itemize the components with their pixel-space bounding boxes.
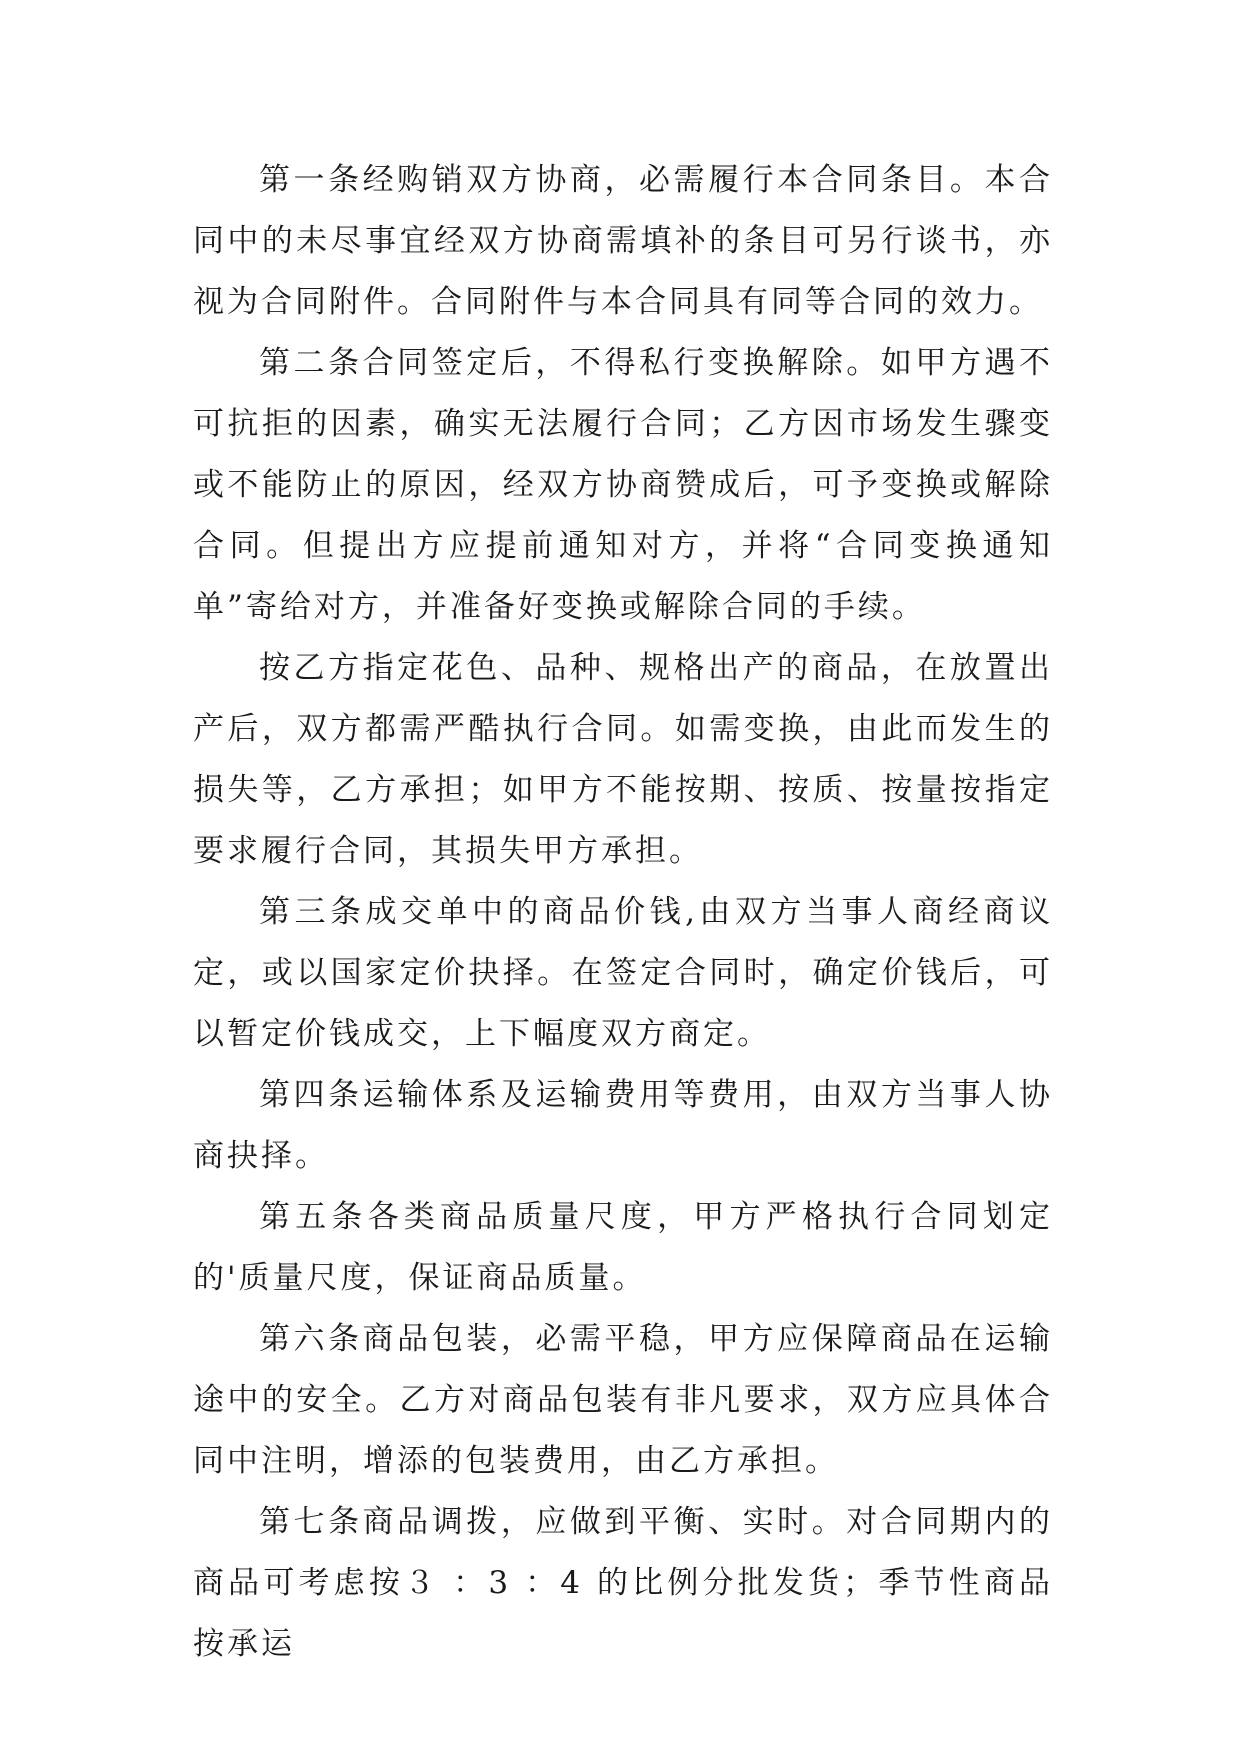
paragraph-article-6: 第六条商品包装，必需平稳，甲方应保障商品在运输途中的安全。乙方对商品包装有非凡要求，双方应具体合同中注明，增添的包装费用，由乙方承担。: [193, 1321, 1053, 1479]
paragraph-article-3: 第三条成交单中的商品价钱,由双方当事人商经商议定，或以国家定价抉择。在签定合同时，确定价钱后，可以暂定价钱成交，上下幅度双方商定。: [193, 894, 1053, 1052]
paragraph-article-7: 第七条商品调拨，应做到平衡、实时。对合同期内的商品可考虑按３ ：3 ：4 的比例分批发货；季节性商品按承运: [193, 1504, 1053, 1662]
paragraph-article-4: 第四条运输体系及运输费用等费用，由双方当事人协商抉择。: [193, 1077, 1053, 1174]
paragraph-article-2: 第二条合同签定后，不得私行变换解除。如甲方遇不可抗拒的因素，确实无法履行合同；乙方因市场发生骤变或不能防止的原因，经双方协商赞成后，可予变换或解除合同。但提出方应提前通知对方，并将“合同变换通知单”寄给对方，并准备好变换或解除合同的手续。: [193, 345, 1053, 625]
paragraph-article-5: 第五条各类商品质量尺度，甲方严格执行合同划定的'质量尺度，保证商品质量。: [193, 1199, 1053, 1296]
paragraph-article-1: 第一条经购销双方协商，必需履行本合同条目。本合同中的未尽事宜经双方协商需填补的条目可另行谈书，亦视为合同附件。合同附件与本合同具有同等合同的效力。: [193, 162, 1053, 320]
paragraph-custom-spec: 按乙方指定花色、品种、规格出产的商品，在放置出产后，双方都需严酷执行合同。如需变换，由此而发生的损失等，乙方承担；如甲方不能按期、按质、按量按指定要求履行合同，其损失甲方承担。: [193, 650, 1053, 869]
contract-body: [193, 150, 1053, 1675]
